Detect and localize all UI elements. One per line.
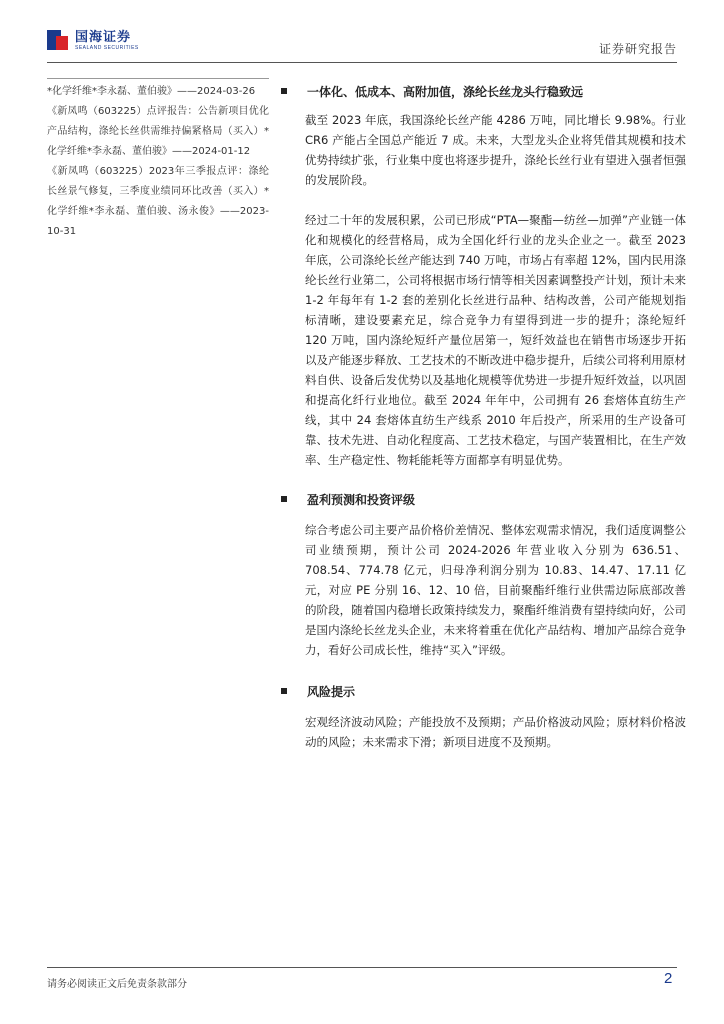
body-paragraph: 截至 2023 年底，我国涤纶长丝产能 4286 万吨，同比增长 9.98%。行业 CR6 产能占全国总产能近 7 成。未来，大型龙头企业将凭借其规模和技术优势持续扩张，行业集中度也将逐步提升，涤纶长丝行业有望进入强者恒强的发展阶段。 [305, 113, 686, 187]
related-report-item: 《新凤鸣（603225）2023年三季报点评：涤纶长丝景气修复，三季度业绩同环比改善（买入）*化学纤维*李永磊、董伯骏、汤永俊》——2023-10-31 [47, 166, 269, 237]
related-reports-column [47, 78, 269, 242]
footer-divider [47, 967, 677, 968]
section-title: 一体化、低成本、高附加值，涤纶长丝龙头行稳致远 [281, 78, 686, 104]
logo-text-en: SEALAND SECURITIES [75, 44, 139, 51]
logo-text-cn: 国海证券 [75, 29, 132, 45]
body-paragraph: 宏观经济波动风险；产能投放不及预期；产品价格波动风险；原材料价格波动的风险；未来需求下滑；新项目进度不及预期。 [305, 715, 686, 749]
page-number: 2 [664, 970, 673, 987]
report-type-label: 证券研究报告 [598, 42, 677, 56]
square-bullet-icon [281, 496, 287, 502]
related-report-item: *化学纤维*李永磊、董伯骏》——2024-03-26 [47, 86, 256, 97]
header-divider [47, 62, 677, 63]
square-bullet-icon [281, 88, 287, 94]
section-title: 盈利预测和投资评级 [281, 486, 686, 512]
body-paragraph: 综合考虑公司主要产品价格价差情况、整体宏观需求情况，我们适度调整公司业绩预期，预计公司 2024-2026 年营业收入分别为 636.51、708.54、774.78 亿元，归母净利润分别为 10.83、14.47、17.11 亿元，对应 PE 分别 16、12、10 倍，目前聚酯纤维行业供需边际底部改善的阶段，随着国内稳增长政策持续发力，聚酯纤维消费有望持续向好，公司是国内涤纶长丝龙头企业，未来将着重在优化产品结构、增加产品综合竞争力，看好公司成长性，维持“买入”评级。 [305, 523, 686, 657]
main-content [281, 78, 686, 752]
section-title: 风险提示 [281, 678, 686, 704]
square-bullet-icon [281, 688, 287, 694]
company-logo [47, 30, 139, 52]
related-report-item: 《新凤鸣（603225）点评报告：公告新项目优化产品结构，涤纶长丝供需维持偏紧格局（买入）*化学纤维*李永磊、董伯骏》——2024-01-12 [47, 106, 269, 157]
logo-mark-icon [47, 30, 69, 52]
body-paragraph: 经过二十年的发展积累，公司已形成“PTA—聚酯—纺丝—加弹”产业链一体化和规模化的经营格局，成为全国化纤行业的龙头企业之一。截至 2023 年底，公司涤纶长丝产能达到 740 万吨，市场占有率超 12%，国内民用涤纶长丝行业第二，公司将根据市场行情等相关因素调整投产计划，预计未来 1-2 年每年有 1-2 套的差别化长丝进行品种、结构改善，公司产能规划指标清晰，建设要素充足，综合竞争力有望得到进一步的提升；涤纶短纤 120 万吨，国内涤纶短纤产量位居第一，短纤效益也在销售市场逐步开拓以及产能逐步释放、工艺技术的不断改进中稳步提升，后续公司将利用原材料自供、设备后发优势以及基地化规模等优势进一步提升短纤效益，以巩固和提高化纤行业地位。截至 2024 年年中，公司拥有 26 套熔体直纺生产线，其中 24 套熔体直纺生产线系 2010 年后投产，所采用的生产设备可靠、技术先进、自动化程度高、工艺技术稳定，与国产装置相比，在生产效率、生产稳定性、物耗能耗等方面都享有明显优势。 [305, 213, 686, 467]
related-reports-divider [47, 78, 269, 79]
page-header [47, 30, 677, 60]
footer-disclaimer: 请务必阅读正文后免责条款部分 [47, 979, 187, 990]
